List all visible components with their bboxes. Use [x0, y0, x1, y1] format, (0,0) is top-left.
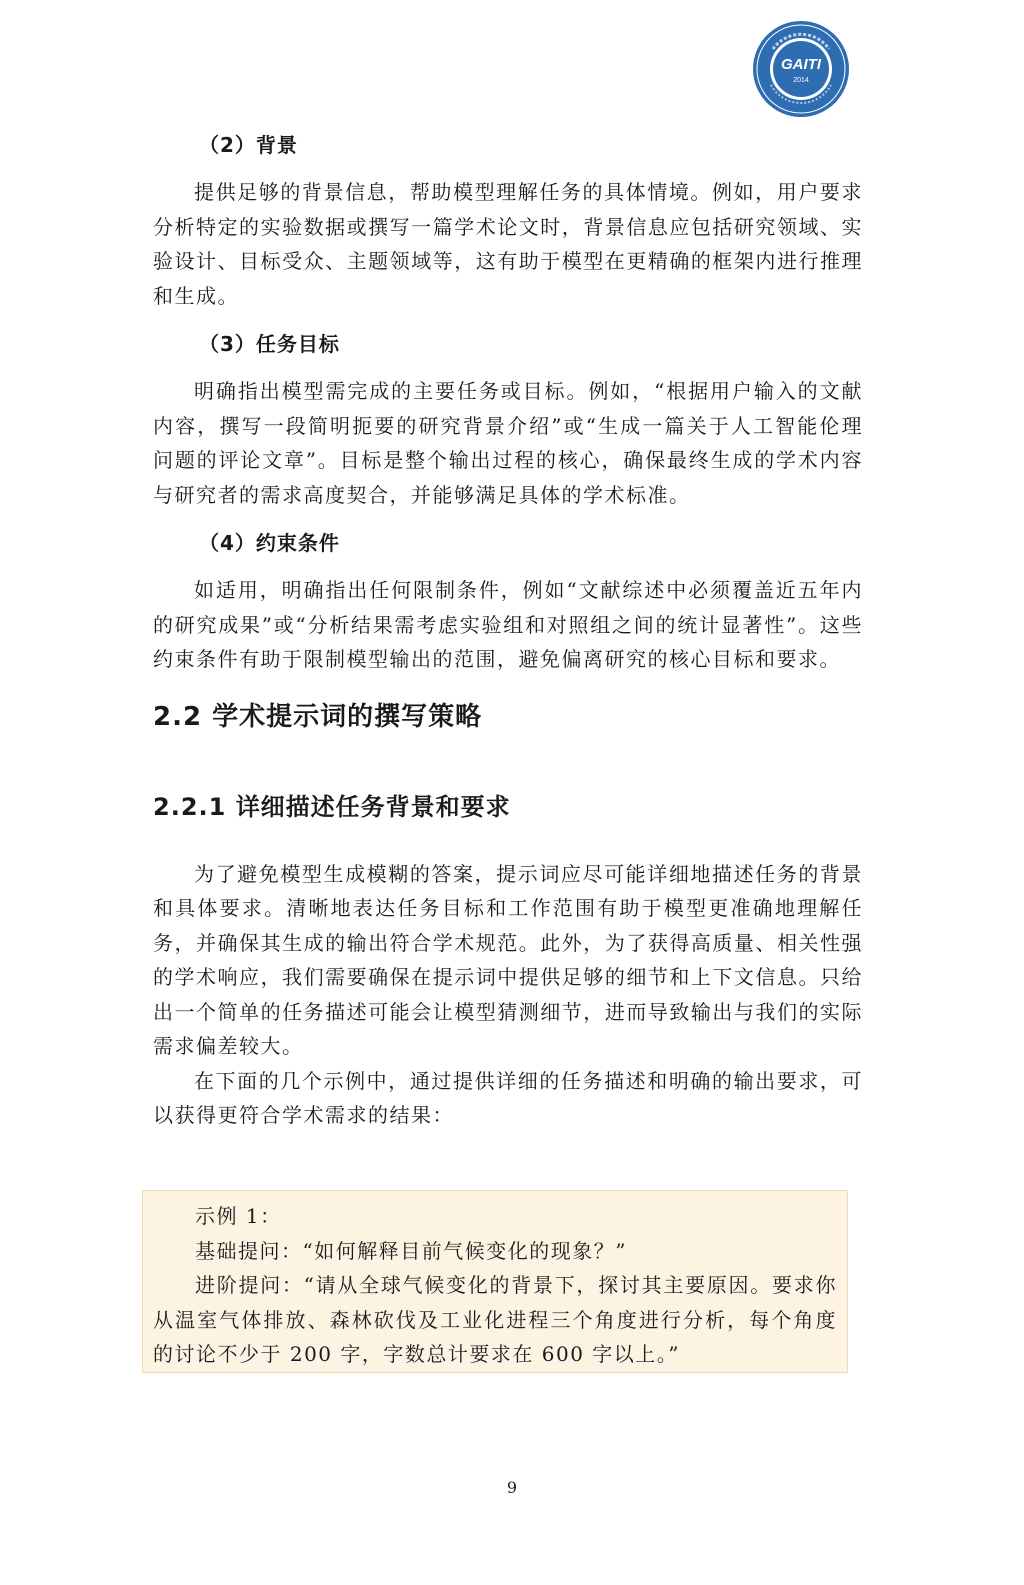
- section-title-2-2: 2.2 学术提示词的撰写策略: [153, 701, 483, 732]
- page-content: [153, 128, 863, 1133]
- svg-text:GAITI: GAITI: [781, 56, 821, 73]
- paragraph-constraints: 如适用，明确指出任何限制条件，例如“文献综述中必须覆盖近五年内的研究成果”或“分析结果需考虑实验组和对照组之间的统计显著性”。这些约束条件有助于限制模型输出的范围，避免偏离研究的核心目标和要求。: [153, 578, 863, 671]
- subsection-title-2-2-1: 2.2.1 详细描述任务背景和要求: [153, 792, 511, 821]
- heading-background: （2）背景: [199, 133, 298, 157]
- example-basic-question: 基础提问：“如何解释目前气候变化的现象？”: [195, 1238, 627, 1263]
- example-box: [142, 1190, 848, 1373]
- example-title: 示例 1：: [195, 1204, 282, 1228]
- paragraph-examples-lead: 在下面的几个示例中，通过提供详细的任务描述和明确的输出要求，可以获得更符合学术需求的结果：: [153, 1068, 863, 1127]
- paragraph-background: 提供足够的背景信息，帮助模型理解任务的具体情境。例如，用户要求分析特定的实验数据或撰写一篇学术论文时，背景信息应包括研究领域、实验设计、目标受众、主题领域等，这有助于模型在更精确的框架内进行推理和生成。: [153, 180, 863, 308]
- paragraph-intro: 为了避免模型生成模糊的答案，提示词应尽可能详细地描述任务的背景和具体要求。清晰地表达任务目标和工作范围有助于模型更准确地理解任务，并确保其生成的输出符合学术规范。此外，为了获得高质量、相关性强的学术响应，我们需要确保在提示词中提供足够的细节和上下文信息。只给出一个简单的任务描述可能会让模型猜测细节，进而导致输出与我们的实际需求偏差较大。: [153, 861, 863, 1058]
- heading-task-goal: （3）任务目标: [199, 332, 340, 356]
- page-number: 9: [506, 1478, 518, 1497]
- paragraph-task-goal: 明确指出模型需完成的主要任务或目标。例如，“根据用户输入的文献内容，撰写一段简明扼要的研究背景介绍”或“生成一篇关于人工智能伦理问题的评论文章”。目标是整个输出过程的核心，确保最终生成的学术内容与研究者的需求高度契合，并能够满足具体的学术标准。: [153, 379, 863, 507]
- example-advanced-question: 进阶提问：“请从全球气候变化的背景下，探讨其主要原因。要求你从温室气体排放、森林砍伐及工业化进程三个角度进行分析，每个角度的讨论不少于 200 字，字数总计要求在 600 字以上。”: [153, 1273, 837, 1366]
- svg-text:2014: 2014: [793, 77, 809, 84]
- heading-constraints: （4）约束条件: [199, 531, 340, 555]
- gaiti-logo: [751, 19, 851, 119]
